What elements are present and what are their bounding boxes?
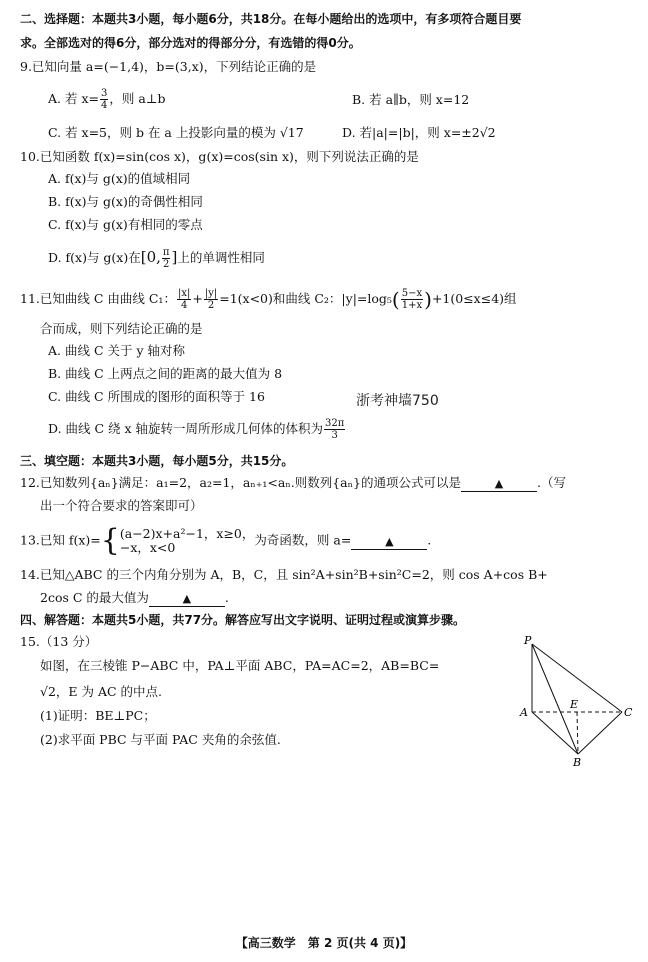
section-4-title: 四、解答题：本题共5小题，共77分。解答应写出文字说明、证明过程或演算步骤。 [20, 613, 466, 627]
q9-option-b: B. 若 a∥b，则 x=12 [352, 92, 470, 107]
q15-part2: (2)求平面 PBC 与平面 PAC 夹角的余弦值. [40, 732, 281, 747]
q9-option-a: A. 若 x= $\frac{3}{4}$ ，则 a⊥b [48, 88, 166, 111]
label-p: P [524, 634, 532, 647]
q9-option-d: D. 若|a|=|b|，则 x=±2√2 [342, 125, 496, 140]
q11-option-d: D. 曲线 C 绕 x 轴旋转一周所形成几何体的体积为 $\frac{32\pi}{3}$ [48, 418, 345, 441]
label-b: B [573, 756, 582, 769]
segment-be [577, 712, 578, 754]
q10-option-d: D. f(x)与 g(x)在[0, $\frac{\pi}{2}$ ]上的单调性相同 [48, 247, 265, 270]
watermark: 浙考神墙750 [356, 393, 439, 409]
q13-case1: (a−2)x+a²−1，x≥0， [119, 526, 255, 541]
q14-line1: 14.已知△ABC 的三个内角分别为 A，B，C，且 sin²A+sin²B+sin²C=2，则 cos A+cos B+ [20, 567, 548, 582]
q11-option-a: A. 曲线 C 关于 y 轴对称 [48, 343, 185, 358]
q10-option-b: B. f(x)与 g(x)的奇偶性相同 [48, 194, 203, 209]
q15-line1: 如图，在三棱锥 P−ABC 中，PA⊥平面 ABC，PA=AC=2，AB=BC= [40, 658, 440, 673]
q13-case2: −x，x<0 [119, 540, 176, 555]
q13-answer-blank[interactable]: ▲ [351, 533, 427, 550]
label-a: A [520, 706, 528, 719]
q13-line: 13.已知 f(x)={ (a−2)x+a²−1，x≥0， −x，x<0 为奇函数，则 a= ▲ . [20, 523, 432, 558]
section-2-title: 二、选择题：本题共3小题，每小题6分，共18分。在每小题给出的选项中，有多项符合题目要 [20, 12, 522, 26]
q11-option-c: C. 曲线 C 所围成的图形的面积等于 16 [48, 389, 265, 404]
q12-line2: 出一个符合要求的答案即可） [40, 498, 203, 513]
q11-stem-cont: 合而成，则下列结论正确的是 [40, 321, 203, 336]
q10-stem: 10.已知函数 f(x)=sin(cos x)，g(x)=cos(sin x)，则下列说法正确的是 [20, 149, 419, 164]
edge-ab [532, 712, 578, 754]
page-footer: 【高三数学 第 2 页(共 4 页)】 [235, 936, 413, 950]
q15-line2: √2，E 为 AC 的中点. [40, 684, 163, 699]
tetrahedron-figure [510, 630, 640, 770]
q15-head: 15.（13 分） [20, 634, 98, 649]
label-c: C [624, 706, 633, 719]
q9-option-c: C. 若 x=5，则 b 在 a 上投影向量的模为 √17 [48, 125, 304, 140]
q9-stem: 9.已知向量 a=(−1,4)，b=(3,x)，下列结论正确的是 [20, 59, 317, 74]
section-3-title: 三、填空题：本题共3小题，每小题5分，共15分。 [20, 454, 294, 468]
section-2-title-cont: 求。全部选对的得6分，部分选对的得部分分，有选错的得0分。 [20, 36, 361, 50]
q10-option-a: A. f(x)与 g(x)的值域相同 [48, 171, 191, 186]
label-e: E [570, 698, 579, 711]
q11-option-b: B. 曲线 C 上两点之间的距离的最大值为 8 [48, 366, 283, 381]
q12-answer-blank[interactable]: ▲ [461, 475, 537, 492]
q14-answer-blank[interactable]: ▲ [149, 590, 225, 607]
q15-part1: (1)证明：BE⊥PC； [40, 708, 156, 723]
q9-a-fraction: $\frac{3}{4}$ [100, 88, 108, 111]
q12-line1: 12.已知数列{aₙ}满足：a₁=2，a₂=1，aₙ₊₁<aₙ.则数列{aₙ}的通项公式可以是 ▲ .（写 [20, 475, 566, 490]
q14-line2: 2cos C 的最大值为 ▲ . [40, 590, 229, 605]
q10-option-c: C. f(x)与 g(x)有相同的零点 [48, 217, 203, 232]
q11-stem: 11.已知曲线 C 由曲线 C₁： $\frac{|x|}{4}$ + $\frac{|y|}{2}$ =1(x<0)和曲线 C₂：|y|=log₅( $\frac{5-x}{1+x}$ )+1(0≤x≤4)组 [20, 287, 517, 312]
edge-bc [578, 712, 622, 754]
